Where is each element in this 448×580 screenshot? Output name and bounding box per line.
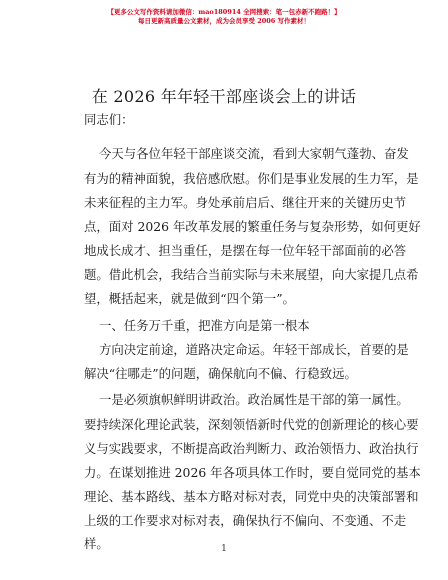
paragraph-line: 理论、基本路线、基本方略对标对表，同党中央的决策部署和 bbox=[84, 489, 419, 504]
salutation: 同志们： bbox=[84, 112, 134, 127]
paragraph-line: 今天与各位年轻干部座谈交流，看到大家朝气蓬勃、奋发 bbox=[99, 146, 409, 161]
paragraph-line: 地成长成才、担当重任，是摆在每一位年轻干部面前的必答 bbox=[84, 243, 407, 258]
header-banner bbox=[0, 8, 448, 26]
banner-line-2: 每日更新高质量公文素材，成为会员享受 2006 写作素材！ bbox=[137, 17, 311, 25]
paragraph-line: 力。在谋划推进 2026 年各项具体工作时，要自觉同党的基本 bbox=[84, 465, 421, 480]
paragraph-line: 未来征程的主力军。身处承前启后、继往开来的关键历史节 bbox=[84, 195, 407, 210]
paragraph-line: 一是必须旗帜鲜明讲政治。政治属性是干部的第一属性。 bbox=[99, 392, 409, 407]
page-number: 1 bbox=[221, 544, 227, 554]
paragraph-line: 义与实践要求，不断提高政治判断力、政治领悟力、政治执行 bbox=[84, 441, 419, 456]
paragraph-line: 有为的精神面貌，我倍感欣慰。你们是事业发展的生力军，是 bbox=[84, 171, 419, 186]
paragraph-line: 上级的工作要求对标对表，确保执行不偏向、不变通、不走 bbox=[84, 513, 407, 528]
paragraph-line: 方向决定前途，道路决定命运。年轻干部成长，首要的是 bbox=[99, 342, 409, 357]
banner-line-1: 【更多公文写作资料请加微信：mao180914 全网搜索：笔一包赤新不跑路！】 bbox=[107, 8, 341, 16]
section-heading: 一、任务万千重，把准方向是第一根本 bbox=[99, 318, 310, 333]
paragraph-line: 样。 bbox=[84, 536, 109, 551]
paragraph-line: 要持续深化理论武装，深刻领悟新时代党的创新理论的核心要 bbox=[84, 417, 419, 432]
document-title: 在 2026 年年轻干部座谈会上的讲话 bbox=[91, 87, 357, 106]
paragraph-line: 题。借此机会，我结合当前实际与未来展望，向大家提几点希 bbox=[84, 267, 419, 282]
paragraph-line: 望，概括起来，就是做到“四个第一”。 bbox=[84, 291, 295, 306]
paragraph-line: 解决“往哪走”的问题，确保航向不偏、行稳致远。 bbox=[84, 366, 357, 381]
paragraph-line: 点，面对 2026 年改革发展的繁重任务与复杂形势，如何更好 bbox=[84, 219, 421, 234]
